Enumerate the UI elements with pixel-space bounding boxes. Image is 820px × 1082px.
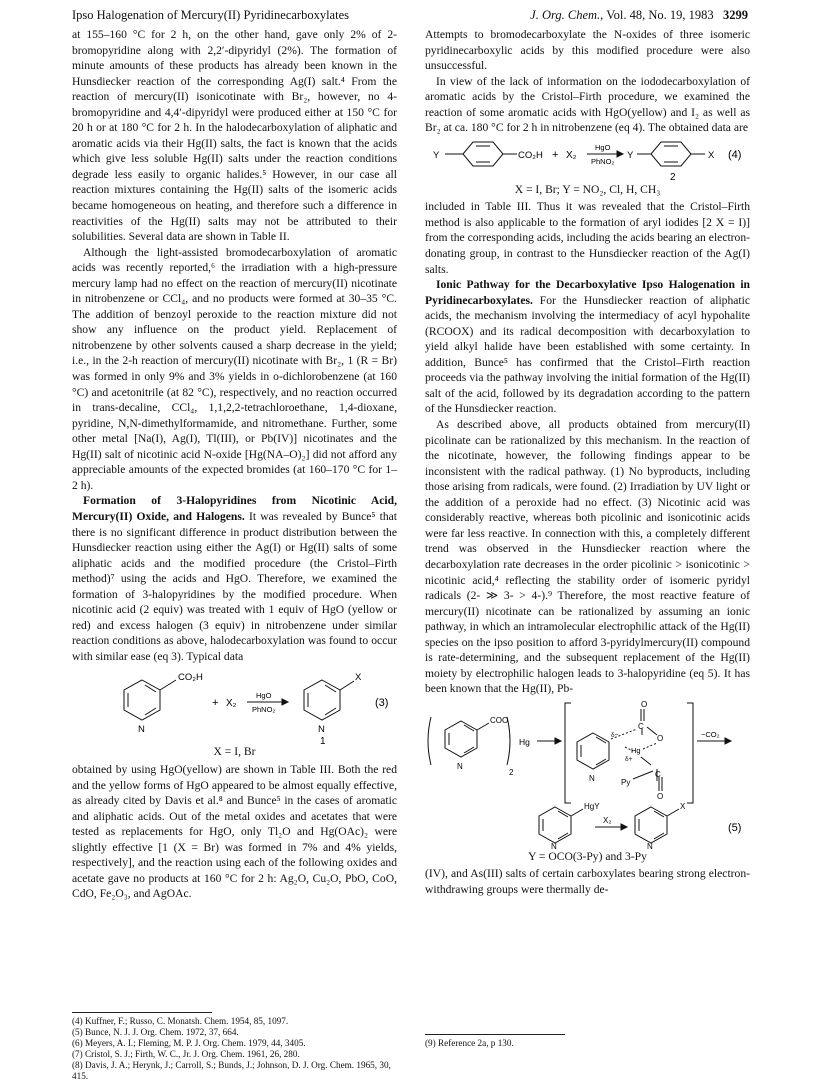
pyridine-ring [577, 733, 609, 769]
ring-nitrogen: N [551, 841, 557, 849]
footnote: (9) Reference 2a, p 130. [425, 1038, 514, 1048]
reagent-hgo: HgO [256, 691, 272, 701]
journal-citation [530, 8, 748, 23]
pyridine-ring [304, 680, 340, 720]
footnote-rule [72, 1012, 212, 1013]
page-header [72, 8, 748, 28]
ring-nitrogen: N [647, 841, 653, 849]
section-heading: Formation of 3-Halopyridines from Nicotinic Acid, Mercury(II) Oxide, and Halogens. [72, 494, 397, 523]
product-x: X [355, 672, 362, 684]
equation-4-drawing [425, 138, 750, 182]
paragraph: at 155–160 °C for 2 h, on the other hand, gave only 2% of 2-bromopyridine along with 2,2′-dipyridyl (2%). The formation of minute amounts of these products has already been known in the Hunsdiecker reaction of the corresponding Ag(I) salt.⁴ From the reaction of mercury(II) isonicotinate with Br₂, however, no 4-bromopyridine and 4,4′-dipyridyl were produced either at 150 °C for 20 h or at 180 °C for 2 h. In the halodecarboxylation of aliphatic and aromatic acids via their Hg(II) salts, the fact is known that the acids which give less soluble Hg(II) salts under the reaction conditions degrade less easily to organic halides.⁵ However, in our case all reaction mixtures containing the Hg(II) salts of the isomeric acids became homogeneous on heating, and therefore such a difference in reactivities of the Hg(II) salts may not be attributed to their solubilities. Several data are shown in Table II. [72, 28, 397, 244]
compound-label-2: 2 [670, 171, 676, 182]
hg-mid-label: Hg [631, 745, 641, 755]
product-x: X [680, 801, 686, 811]
equation-4 [425, 138, 750, 198]
py-label: Py [621, 777, 631, 787]
footnotes-right [425, 1034, 750, 1049]
footnotes-left [72, 1012, 397, 1082]
reagent-hgo: HgO [595, 142, 611, 152]
reagent-phno2: PhNO₂ [252, 705, 276, 715]
paragraph [72, 493, 397, 664]
delta-minus: δ− [611, 731, 619, 739]
pyridine-ring [445, 721, 477, 757]
footnote: (5) Bunce, N. J. J. Org. Chem. 1972, 37, 664. [72, 1027, 239, 1037]
plus-sign: + [552, 148, 559, 161]
reagent-phno2: PhNO₂ [591, 156, 615, 166]
journal-name: J. Org. Chem. [530, 8, 601, 22]
substituent-y: Y [433, 149, 440, 161]
equation-number: (5) [728, 821, 742, 834]
delta-plus: δ+ [625, 755, 633, 763]
right-column [425, 27, 750, 898]
hgy-label: HgY [584, 801, 600, 811]
equation-3 [72, 666, 397, 760]
product-x: X [708, 149, 715, 161]
paragraph: In view of the lack of information on the iododecarboxylation of aromatic acids by the Cristol–Firth procedure, we examined the reaction of some aromatic acids with HgO(yellow) and I₂ as well as Br₂ at ca. 180 °C for 2 h in nitrobenzene (eq 4). The obtained data are [425, 74, 750, 135]
paragraph-text: For the Hunsdiecker reaction of aliphatic acids, the mechanism involving the intermediacy of acyl hypohalite (RCOOX) and its radical decomposition with decarboxylation to yield alkyl halide have been established with some certainty. In addition, Bunce⁵ has confirmed that the Cristol–Firth reaction proceeds via the pathway involving the initial formation of the Hg(II) salt of the acid, followed by its degradation according to the pattern of the Hunsdiecker reaction. [425, 293, 750, 416]
halogen-x2: X₂ [226, 698, 237, 710]
paragraph: Although the light-assisted bromodecarboxylation of aromatic acids was recently reported,⁶ the irradiation with a high-pressure mercury lamp had no effect on the reaction of mercury(II) nicotinate in nitrobenzene or CCl₄, and no products were formed at 30–35 °C. The addition of benzoyl peroxide to the reaction mixture did not show any influence on the product yield. Replacement of nitrobenzene by other solvents caused a sharp decrease in the yield; i.e., in the 2-h reaction of mercury(II) nicotinate with Br₂, 1 (R = Br) was formed in only 9% and 3% yields in o-dichlorobenzene (at 160 °C) and acetonitrile (at 82 °C), respectively, and no reaction occurred in trans-decaline, CCl₄, 1,1,2,2-tetrachloroethane, 1,4-dioxane, pyridine, N,N-dimethylformamide, and nitromethane. Further, some other metal [Na(I), Ag(I), Tl(III), or Pb(IV)] nicotinates and the Hg(II) salt of nicotinic acid N-oxide [Hg(NA–O)₂] did not afford any appreciable amounts of the expected bromides (at 160–170 °C for 1–2 h). [72, 245, 397, 492]
substituent-y: Y [627, 149, 634, 161]
carbon-label: C [655, 769, 661, 779]
oxygen-label: O [641, 699, 648, 709]
footnote: (7) Cristol, S. J.; Firth, W. C., Jr. J. Org. Chem. 1961, 26, 280. [72, 1049, 300, 1059]
footnote-rule [425, 1034, 565, 1035]
paragraph: (IV), and As(III) salts of certain carboxylates bearing strong electron-withdrawing groups were thermally de- [425, 867, 750, 896]
equation-4-caption: X = I, Br; Y = NO₂, Cl, H, CH₃ [514, 182, 661, 196]
co2h-label: CO₂H [178, 672, 203, 684]
ring-nitrogen: N [138, 724, 145, 736]
section-heading: Ionic Pathway for the Decarboxylative Ipso Halogenation in Pyridinecarboxylates. [425, 278, 750, 307]
paragraph: Attempts to bromodecarboxylate the N-oxides of three isomeric pyridinecarboxylic acids by this modified procedure were also unsuccessful. [425, 28, 750, 73]
compound-label-1: 1 [320, 736, 326, 745]
volume-info: , Vol. 48, No. 19, 1983 [600, 8, 714, 22]
coo-label: COO [490, 715, 509, 725]
oxygen-label: O [657, 791, 664, 801]
pyridine-ring [539, 807, 571, 843]
ring-nitrogen: N [318, 724, 325, 736]
subscript-2: 2 [509, 767, 514, 777]
co2h-label: CO₂H [518, 149, 543, 161]
oxygen-label: O [657, 733, 664, 743]
pyridine-ring [124, 680, 160, 720]
hg-label: Hg [519, 736, 530, 747]
footnote: (4) Kuffner, F.; Russo, C. Monatsh. Chem. 1954, 85, 1097. [72, 1016, 289, 1026]
ring-nitrogen: N [589, 773, 595, 783]
paragraph-text: It was revealed by Bunce⁵ that there is no significant difference in product distribution between the Hunsdiecker reaction using either the Ag(I) or Hg(II) salts of some aliphatic acids and the modified procedure (the Cristol–Firth method)⁷ using the acids and HgO. Therefore, we examined the formation of 3-halopyridines by the modified procedure. When nicotinic acid (2 equiv) was treated with 1 equiv of HgO (yellow or red) and excess halogen (3 equiv) in nitrobenzene under similar reaction conditions as above, halodecarboxylation was found to occur with similar ease (eq 3). Typical data [72, 509, 398, 663]
paragraph: included in Table III. Thus it was revealed that the Cristol–Firth method is also applicable to the formation of aryl iodides [2 X = I)] from the corresponding acids, including the acids bearing an electron-donating group, in contrast to the Hunsdiecker reaction of the Ag(I) salts. [425, 200, 750, 276]
paragraph [425, 277, 750, 417]
paragraph: obtained by using HgO(yellow) are shown in Table III. Both the red and the yellow forms of HgO appeared to be almost equally effective, as already cited by Davis et al.⁸ and Bunce⁵ in the cases of aromatic and aliphatic acids. Out of the metal oxides and acetates that were tested as replacements for HgO, only Tl₂O and Hg(OAc)₂ were slightly effective [1 (X = Br) was formed in 7% and 4% yields, respectively], and the reaction using each of the following oxides and acetate gave no products at 160 °C for 2 h: Ag₂O, Cu₂O, PbO, CoO, CdO, Fe₂O₃, and AgOAc. [72, 762, 397, 901]
ring-nitrogen: N [457, 761, 463, 771]
paragraph: As described above, all products obtained from mercury(II) picolinate can be rationalized by this mechanism. In the reaction of the nicotinate, however, the following findings appear to be inconsistent with the radical pathway. (1) No byproducts, including those arising from radicals, were found. (2) Irradiation by UV light or the addition of a peroxide had no effect. (3) Nicotinic acid was considerably reactive, whereas both picolinic and isonicotinic acids were far less reactive. In connection with this, a completely different trend was observed in the Hunsdiecker reaction where the decarboxylation rate decreases in the order picolinic > isonicotinic > nicotinic acid,⁴ reflecting the stability order of isomeric pyridyl radicals (2- ≫ 3- > 4-).⁹ Therefore, the most reactive feature of mercury(II) nicotinate can be rationalized by assuming an ionic pathway, in which an intramolecular electrophilic attack of the Hg(II) species on the ipso position to afford 3-pyridylmercury(II) compound is rate-determining, and the subsequent replacement of the Hg(II) moiety by electrophilic halogen leads to 3-halopyridine (eq 5). It has been known that the Hg(II), Pb- [425, 418, 750, 696]
equation-number: (3) [375, 697, 389, 710]
page-number: 3299 [723, 8, 748, 22]
left-column [72, 27, 397, 902]
plus-sign: + [212, 697, 219, 710]
minus-co2-label: −CO₂ [701, 729, 720, 739]
halogen-x2: X₂ [603, 815, 612, 825]
equation-3-drawing [72, 666, 397, 744]
running-title: Ipso Halogenation of Mercury(II) Pyridinecarboxylates [72, 8, 349, 22]
equation-5-drawing [425, 699, 750, 849]
footnote: (6) Meyers, A. I.; Fleming, M. P. J. Org. Chem. 1979, 44, 3405. [72, 1038, 306, 1048]
carbon-label: C [638, 721, 644, 731]
pyridine-ring [635, 807, 667, 843]
footnote: (8) Davis, J. A.; Herynk, J.; Carroll, S.; Bunds, J.; Johnson, D. J. Org. Chem. 1965, 30, 415. [72, 1060, 391, 1081]
equation-3-caption: X = I, Br [213, 745, 256, 759]
halogen-x2: X₂ [566, 149, 577, 161]
equation-5-caption: Y = OCO(3-Py) and 3-Py [528, 849, 647, 863]
equation-5 [425, 699, 750, 865]
equation-number: (4) [728, 148, 742, 161]
